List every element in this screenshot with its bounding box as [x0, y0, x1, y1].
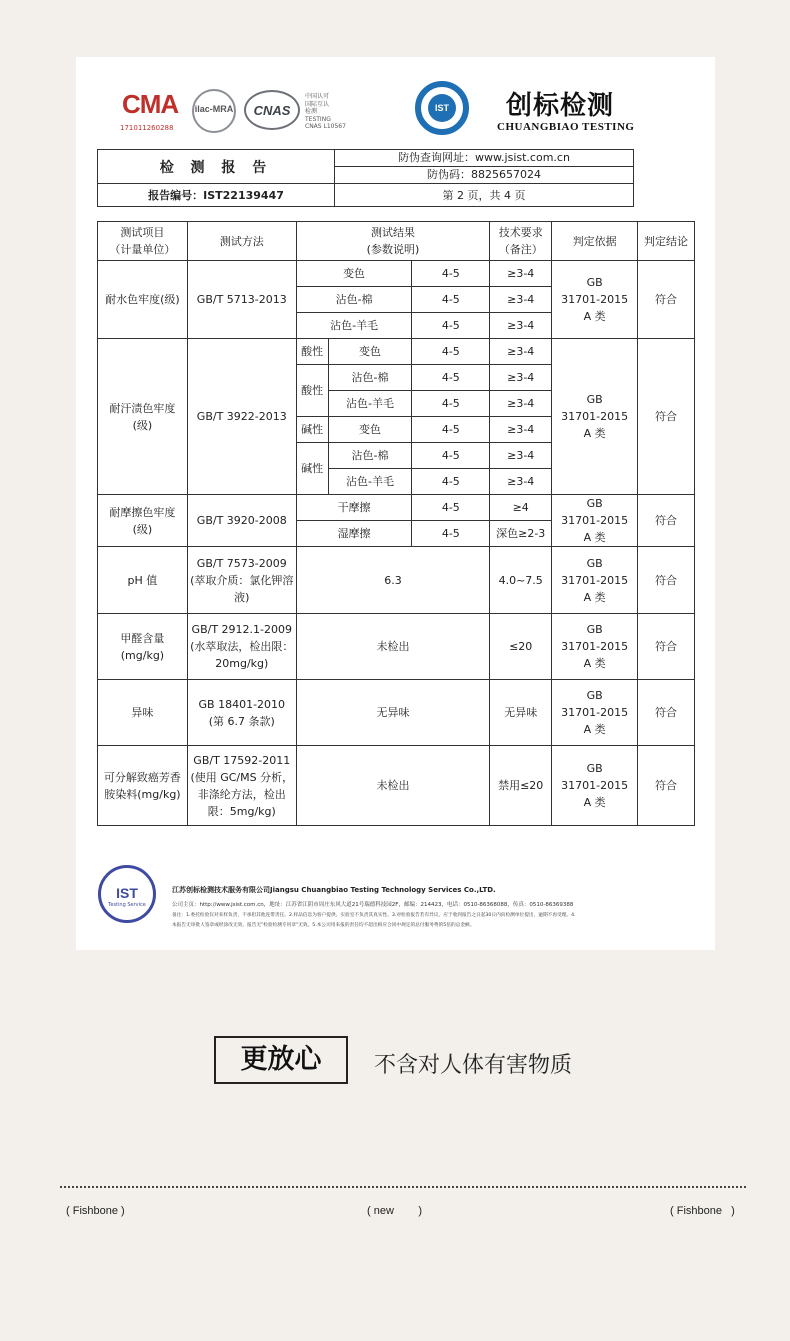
- verdict: 符合: [638, 547, 695, 614]
- report-number: 报告编号：IST22139447: [98, 184, 335, 207]
- report-title: 检 测 报 告: [98, 150, 335, 184]
- table-row: [98, 746, 695, 826]
- method-text: GB/T 2912.1-2009: [191, 623, 292, 636]
- standard-text: GB: [586, 623, 603, 636]
- requirement: ≥4: [490, 495, 552, 521]
- ist-logo-text: IST: [428, 94, 456, 122]
- table-header-row: [98, 222, 695, 261]
- requirement: ≥3-4: [490, 443, 552, 469]
- method: [187, 547, 296, 614]
- param: 沾色-羊毛: [328, 469, 412, 495]
- method-text: 液): [234, 590, 250, 604]
- verify-code: 防伪码：8825657024: [335, 167, 634, 184]
- dotted-divider: [60, 1186, 746, 1188]
- requirement: 4.0~7.5: [490, 547, 552, 614]
- bottom-label-left: ( Fishbone ): [66, 1205, 125, 1217]
- cnas-line: CNAS L10567: [305, 123, 346, 130]
- item-text: (级): [132, 522, 153, 536]
- standard: [552, 547, 638, 614]
- requirement: ≥3-4: [490, 287, 552, 313]
- standard-text: 31701-2015: [561, 514, 629, 527]
- standard-text: 31701-2015: [561, 640, 629, 653]
- item-text: 可分解致癌芳香: [103, 770, 181, 784]
- item-text: (mg/kg): [120, 648, 165, 662]
- result: 无异味: [296, 680, 490, 746]
- col-basis: 判定依据: [552, 222, 638, 261]
- item-text: 胺染料(mg/kg): [104, 787, 181, 801]
- method-text: 非涤纶方法，检出: [197, 787, 286, 801]
- cnas-logo-text: CNAS: [253, 103, 291, 118]
- cnas-logo: [244, 90, 300, 130]
- certification-logos: [76, 57, 715, 149]
- header-text: 技术要求: [498, 226, 543, 239]
- col-requirement: [490, 222, 552, 261]
- value: 4-5: [412, 287, 490, 313]
- cnas-line: 国际互认: [305, 100, 330, 108]
- param: 沾色-棉: [296, 287, 412, 313]
- result: 未检出: [296, 746, 490, 826]
- report-header-table: [97, 149, 634, 207]
- cnas-accreditation-text: [305, 93, 346, 131]
- standard: [552, 680, 638, 746]
- report-footer: [76, 857, 715, 947]
- ist-logo: [415, 81, 469, 135]
- standard-text: 31701-2015: [561, 573, 629, 587]
- standard: [552, 614, 638, 680]
- standard-text: GB: [586, 393, 603, 406]
- brand-name-cn: 创标检测: [506, 91, 615, 121]
- value: 4-5: [412, 261, 490, 287]
- ilac-mra-logo: [192, 89, 236, 133]
- param: 沾色-棉: [328, 365, 412, 391]
- requirement: ≥3-4: [490, 313, 552, 339]
- verdict: 符合: [638, 614, 695, 680]
- method-text: (第 6.7 条款): [208, 714, 275, 728]
- verdict: 符合: [638, 680, 695, 746]
- cma-number: 171011260288: [120, 124, 174, 132]
- requirement: ≥3-4: [490, 417, 552, 443]
- value: 4-5: [412, 417, 490, 443]
- alkali-label: 碱性: [296, 443, 328, 495]
- item-name: [98, 746, 188, 826]
- header-text: （计量单位）: [109, 243, 176, 256]
- method: [187, 614, 296, 680]
- table-row: [98, 339, 695, 365]
- company-address: 公司主页：http://www.jsist.com.cn，地址：江苏省江阴市周庄东风大道21号瑞德科技园2F，邮编：214423，电话：0510-86368088，传真：0510-86369388: [172, 902, 574, 908]
- item-name: [98, 339, 188, 495]
- col-item: [98, 222, 188, 261]
- method-text: 20mg/kg): [215, 657, 269, 670]
- method-text: (水萃取法，检出限：: [190, 640, 294, 653]
- table-row: [98, 614, 695, 680]
- param: 干摩擦: [296, 495, 412, 521]
- standard-text: GB: [586, 762, 603, 775]
- requirement: 禁用≤20: [490, 746, 552, 826]
- standard-text: 31701-2015: [561, 706, 629, 719]
- item-name: [98, 614, 188, 680]
- seal-text: IST: [116, 885, 138, 901]
- method: [187, 746, 296, 826]
- value: 4-5: [412, 365, 490, 391]
- acid-label: 酸性: [296, 365, 328, 417]
- value: 4-5: [412, 521, 490, 547]
- col-conclusion: 判定结论: [638, 222, 695, 261]
- col-method: 测试方法: [187, 222, 296, 261]
- cnas-line: 检测: [305, 108, 318, 115]
- requirement: ≥3-4: [490, 365, 552, 391]
- standard: [552, 261, 638, 339]
- footer-note: 备注：1.委托检验仅对来样负责，不承担其他连带责任。2.样品信息为客户提供，实验室不负责其真实性。3.对检验报告若有异议，应于收到报告之日起30日内向检测单位提出，逾期不再受理。4.: [172, 913, 576, 918]
- alkali-label: 碱性: [296, 417, 328, 443]
- standard-text: GB: [586, 276, 603, 289]
- param: 湿摩擦: [296, 521, 412, 547]
- param: 沾色-羊毛: [296, 313, 412, 339]
- brand-name-en: CHUANGBIAO TESTING: [497, 121, 635, 133]
- verdict: 符合: [638, 339, 695, 495]
- item-text: 耐摩擦色牢度: [109, 505, 176, 519]
- cnas-line: TESTING: [305, 115, 331, 123]
- test-report-sheet: [76, 57, 715, 950]
- seal-subtext: Testing Service: [108, 902, 146, 908]
- standard: [552, 339, 638, 495]
- company-name: 江苏创标检测技术服务有限公司Jiangsu Chuangbiao Testing Technology Services Co.,LTD.: [172, 886, 496, 894]
- method-text: (使用 GC/MS 分析，: [190, 770, 294, 784]
- bottom-label-center: ( new ): [367, 1205, 423, 1217]
- standard-text: A 类: [583, 796, 606, 809]
- standard-text: GB: [586, 689, 603, 702]
- verdict: 符合: [638, 261, 695, 339]
- method-text: 限：5mg/kg): [207, 804, 276, 818]
- param: 沾色-棉: [328, 443, 412, 469]
- requirement: ≥3-4: [490, 339, 552, 365]
- item-text: (级): [132, 418, 153, 432]
- standard-text: 31701-2015: [561, 779, 629, 792]
- ilac-logo-text: ilac-MRA: [194, 104, 234, 114]
- standard-text: GB: [586, 556, 603, 570]
- result: 6.3: [296, 547, 490, 614]
- results-table: [97, 221, 695, 826]
- param: 变色: [296, 261, 412, 287]
- item-text: 耐汗渍色牢度: [109, 401, 176, 415]
- param: 变色: [328, 417, 412, 443]
- standard-text: 31701-2015: [561, 293, 629, 306]
- requirement: ≥3-4: [490, 469, 552, 495]
- value: 4-5: [412, 313, 490, 339]
- standard: [552, 495, 638, 547]
- item-name: 异味: [98, 680, 188, 746]
- slogan-boxed: 更放心: [214, 1036, 348, 1084]
- method: GB/T 5713-2013: [187, 261, 296, 339]
- standard-text: A 类: [583, 310, 606, 323]
- verdict: 符合: [638, 495, 695, 547]
- verdict: 符合: [638, 746, 695, 826]
- col-result: [296, 222, 490, 261]
- table-row: [98, 547, 695, 614]
- cnas-line: 中国认可: [305, 93, 330, 100]
- requirement: 无异味: [490, 680, 552, 746]
- value: 4-5: [412, 495, 490, 521]
- requirement: ≥3-4: [490, 391, 552, 417]
- standard-text: A 类: [583, 590, 606, 604]
- standard-text: A 类: [583, 531, 606, 544]
- standard-text: A 类: [583, 427, 606, 440]
- standard-text: A 类: [583, 657, 606, 670]
- verify-url: 防伪查询网址：www.jsist.com.cn: [335, 150, 634, 167]
- value: 4-5: [412, 391, 490, 417]
- method-text: GB 18401-2010: [198, 697, 286, 711]
- item-name: pH 值: [98, 547, 188, 614]
- cma-logo-text: CMA: [122, 89, 179, 119]
- result: 未检出: [296, 614, 490, 680]
- method: [187, 680, 296, 746]
- method-text: GB/T 17592-2011: [193, 753, 291, 767]
- item-name: [98, 495, 188, 547]
- param: 沾色-羊毛: [328, 391, 412, 417]
- header-text: 测试结果: [370, 226, 415, 239]
- header-text: （备注）: [498, 243, 543, 256]
- requirement: ≥3-4: [490, 261, 552, 287]
- ist-seal: [98, 865, 156, 923]
- footer-note: 本报告无审批人签章或经涂改无效，报告无"检验检测专用章"无效。5.本公司用来报的责任均不超出相应合同中规定的总付服务费的5倍的总金额。: [172, 923, 475, 928]
- value: 4-5: [412, 339, 490, 365]
- standard-text: A 类: [583, 723, 606, 736]
- table-row: [98, 680, 695, 746]
- value: 4-5: [412, 443, 490, 469]
- page-info: 第 2 页，共 4 页: [335, 184, 634, 207]
- header-text: (参数说明): [366, 243, 420, 256]
- standard-text: GB: [586, 497, 603, 510]
- method: GB/T 3922-2013: [187, 339, 296, 495]
- requirement: 深色≥2-3: [490, 521, 552, 547]
- item-text: 甲醛含量: [120, 631, 165, 645]
- table-row: [98, 261, 695, 287]
- method: GB/T 3920-2008: [187, 495, 296, 547]
- bottom-label-right: ( Fishbone ): [670, 1205, 735, 1217]
- method-text: (萃取介质：氯化钾溶: [190, 573, 294, 587]
- method-text: GB/T 7573-2009: [196, 556, 287, 570]
- item-name: 耐水色牢度(级): [98, 261, 188, 339]
- cma-logo: [120, 87, 186, 133]
- table-row: [98, 495, 695, 521]
- acid-label: 酸性: [296, 339, 328, 365]
- value: 4-5: [412, 469, 490, 495]
- header-text: 测试项目: [120, 226, 165, 239]
- standard-text: 31701-2015: [561, 410, 629, 423]
- param: 变色: [328, 339, 412, 365]
- standard: [552, 746, 638, 826]
- slogan-text: 不含对人体有害物质: [374, 1053, 573, 1078]
- requirement: ≤20: [490, 614, 552, 680]
